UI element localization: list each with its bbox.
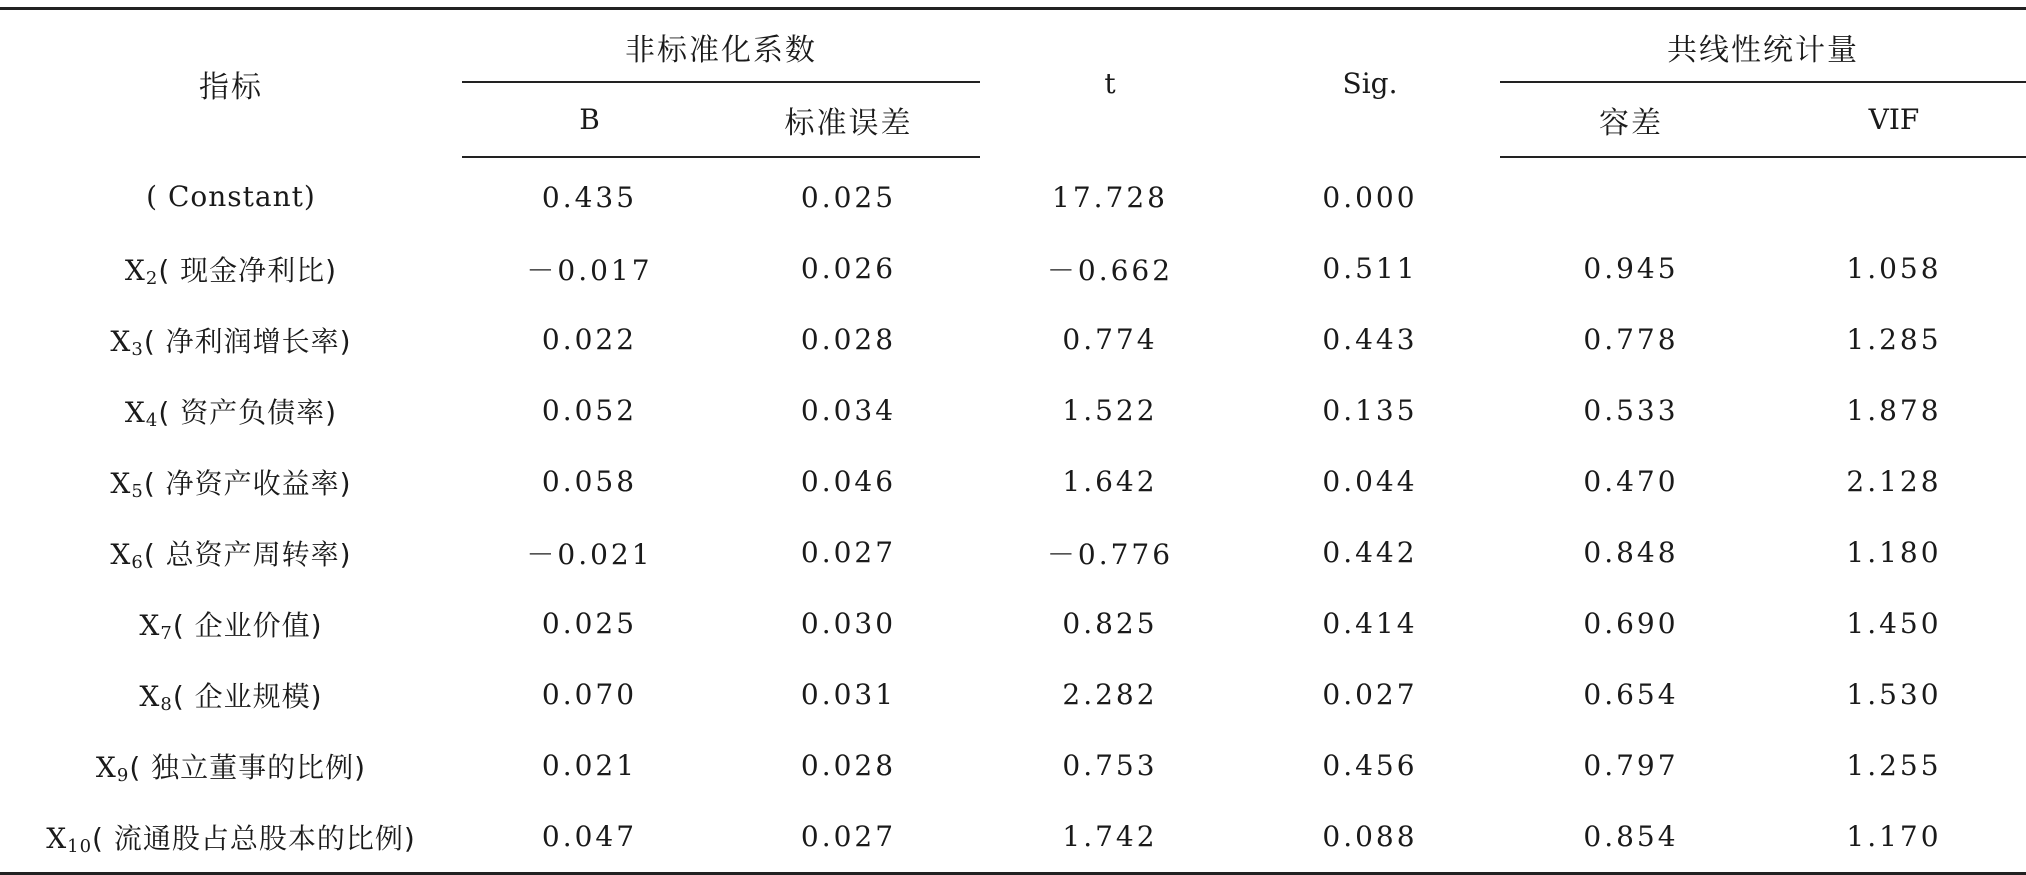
variable-subscript: 7 bbox=[160, 622, 173, 644]
cell-vif: 1.285 bbox=[1846, 323, 1942, 356]
cell-tolerance: 0.533 bbox=[1583, 394, 1679, 427]
variable-name: X bbox=[95, 750, 117, 784]
cell-sig: 0.027 bbox=[1322, 678, 1418, 711]
variable-description: ( 独立董事的比例) bbox=[129, 750, 367, 784]
cell-tolerance: 0.654 bbox=[1583, 678, 1679, 711]
cell-std-error: 0.028 bbox=[800, 323, 897, 356]
table-row bbox=[0, 157, 2026, 233]
collinearity-group-rule bbox=[1500, 81, 2026, 83]
cell-tolerance: 0.690 bbox=[1583, 607, 1679, 640]
cell-sig: 0.088 bbox=[1240, 801, 1500, 874]
table-row bbox=[0, 446, 2026, 517]
header-vif: VIF bbox=[1762, 83, 2026, 157]
cell-vif bbox=[1762, 157, 2026, 233]
cell-sig: 0.044 bbox=[1322, 465, 1418, 498]
variable-description: ( 净利润增长率) bbox=[143, 324, 352, 358]
cell-indicator bbox=[0, 588, 462, 659]
header-unstandardized-label: 非标准化系数 bbox=[625, 32, 817, 68]
cell-vif: 1.450 bbox=[1846, 607, 1942, 640]
cell-sig: 0.135 bbox=[1322, 394, 1418, 427]
cell-t: 17.728 bbox=[1052, 180, 1168, 214]
cell-b: 0.025 bbox=[541, 607, 638, 640]
variable-description: ( 流通股占总股本的比例) bbox=[92, 821, 416, 855]
cell-std-error: 0.034 bbox=[800, 394, 897, 427]
cell-t: －0.776 bbox=[1046, 537, 1174, 571]
variable-name: X bbox=[139, 679, 161, 713]
variable-name: ( Constant) bbox=[146, 179, 316, 213]
cell-t: 0.825 bbox=[1062, 607, 1158, 640]
cell-std-error: 0.026 bbox=[800, 252, 897, 285]
header-indicator: 指标 bbox=[0, 9, 462, 158]
table-row bbox=[0, 801, 2026, 874]
cell-t: 2.282 bbox=[1062, 678, 1158, 711]
cell-t: 1.742 bbox=[980, 801, 1240, 874]
table-row bbox=[0, 304, 2026, 375]
cell-b: 0.047 bbox=[462, 801, 717, 874]
cell-tolerance: 0.778 bbox=[1583, 323, 1679, 356]
variable-subscript: 9 bbox=[116, 764, 130, 786]
cell-vif: 2.128 bbox=[1846, 465, 1942, 498]
header-collinearity-statistics bbox=[1500, 9, 2026, 84]
variable-name: X bbox=[124, 395, 146, 429]
cell-t: 0.753 bbox=[1062, 749, 1158, 782]
cell-t: －0.662 bbox=[1046, 253, 1174, 287]
variable-description: ( 企业价值) bbox=[172, 608, 323, 642]
variable-description: ( 总资产周转率) bbox=[143, 537, 352, 571]
cell-indicator bbox=[0, 157, 462, 233]
cell-vif: 1.255 bbox=[1846, 749, 1942, 782]
variable-name: X bbox=[110, 466, 132, 500]
cell-indicator bbox=[0, 446, 462, 517]
variable-name: X bbox=[110, 537, 132, 571]
table-row bbox=[0, 659, 2026, 730]
regression-coefficients-table bbox=[0, 7, 2026, 875]
cell-indicator bbox=[0, 801, 462, 874]
cell-std-error: 0.027 bbox=[717, 801, 980, 874]
cell-tolerance bbox=[1500, 157, 1762, 233]
variable-subscript: 8 bbox=[160, 693, 173, 715]
table-row bbox=[0, 233, 2026, 304]
cell-tolerance: 0.797 bbox=[1583, 749, 1679, 782]
variable-subscript: 6 bbox=[131, 551, 144, 573]
header-collinearity-label: 共线性统计量 bbox=[1667, 32, 1859, 68]
table-row bbox=[0, 517, 2026, 588]
cell-b: 0.058 bbox=[541, 465, 638, 498]
cell-std-error: 0.027 bbox=[800, 536, 897, 569]
variable-subscript: 2 bbox=[145, 267, 159, 289]
cell-vif: 1.180 bbox=[1846, 536, 1942, 569]
cell-sig: 0.456 bbox=[1322, 749, 1418, 782]
header-sig: Sig. bbox=[1240, 9, 1500, 158]
cell-b: －0.017 bbox=[526, 253, 653, 287]
header-b: B bbox=[462, 83, 717, 157]
cell-indicator bbox=[0, 304, 462, 375]
cell-sig: 0.442 bbox=[1322, 536, 1418, 569]
variable-name: X bbox=[110, 324, 132, 358]
header-unstandardized-coefficients bbox=[462, 9, 980, 84]
cell-vif: 1.170 bbox=[1762, 801, 2026, 874]
variable-description: ( 资产负债率) bbox=[158, 395, 338, 429]
cell-t: 1.642 bbox=[1062, 465, 1158, 498]
header-t: t bbox=[980, 9, 1240, 158]
cell-sig: 0.000 bbox=[1322, 180, 1418, 214]
cell-t: 1.522 bbox=[1062, 394, 1158, 427]
unstandardized-group-rule bbox=[462, 81, 980, 83]
variable-name: X bbox=[46, 821, 68, 855]
cell-sig: 0.511 bbox=[1322, 252, 1418, 285]
cell-t: 0.774 bbox=[1062, 323, 1158, 356]
variable-description: ( 现金净利比) bbox=[158, 253, 338, 287]
variable-subscript: 5 bbox=[131, 480, 144, 502]
variable-subscript: 4 bbox=[145, 409, 159, 431]
variable-subscript: 10 bbox=[67, 835, 93, 857]
cell-vif: 1.878 bbox=[1846, 394, 1942, 427]
variable-description: ( 净资产收益率) bbox=[143, 466, 352, 500]
cell-tolerance: 0.470 bbox=[1583, 465, 1679, 498]
cell-b: 0.022 bbox=[541, 323, 638, 356]
cell-indicator bbox=[0, 659, 462, 730]
cell-tolerance: 0.848 bbox=[1583, 536, 1679, 569]
cell-indicator bbox=[0, 375, 462, 446]
table-row bbox=[0, 588, 2026, 659]
variable-description: ( 企业规模) bbox=[172, 679, 323, 713]
cell-indicator bbox=[0, 730, 462, 801]
cell-tolerance: 0.945 bbox=[1583, 252, 1679, 285]
cell-vif: 1.058 bbox=[1846, 252, 1942, 285]
variable-name: X bbox=[124, 253, 146, 287]
table-header bbox=[0, 9, 2026, 158]
cell-std-error: 0.025 bbox=[800, 181, 897, 214]
cell-std-error: 0.028 bbox=[800, 749, 897, 782]
cell-indicator bbox=[0, 233, 462, 304]
cell-indicator bbox=[0, 517, 462, 588]
cell-std-error: 0.030 bbox=[800, 607, 897, 640]
cell-b: 0.021 bbox=[541, 749, 638, 782]
cell-b: －0.021 bbox=[526, 537, 653, 571]
cell-b: 0.435 bbox=[541, 181, 638, 214]
cell-std-error: 0.046 bbox=[800, 465, 897, 498]
table-row bbox=[0, 375, 2026, 446]
header-tolerance: 容差 bbox=[1500, 83, 1762, 157]
cell-std-error: 0.031 bbox=[800, 678, 897, 711]
cell-sig: 0.414 bbox=[1322, 607, 1418, 640]
cell-b: 0.052 bbox=[541, 394, 638, 427]
table-body bbox=[0, 157, 2026, 874]
cell-vif: 1.530 bbox=[1846, 678, 1942, 711]
header-std-error: 标准误差 bbox=[717, 83, 980, 157]
variable-subscript: 3 bbox=[131, 338, 144, 360]
cell-b: 0.070 bbox=[541, 678, 638, 711]
table-row bbox=[0, 730, 2026, 801]
variable-name: X bbox=[139, 608, 161, 642]
cell-sig: 0.443 bbox=[1322, 323, 1418, 356]
cell-tolerance: 0.854 bbox=[1500, 801, 1762, 874]
